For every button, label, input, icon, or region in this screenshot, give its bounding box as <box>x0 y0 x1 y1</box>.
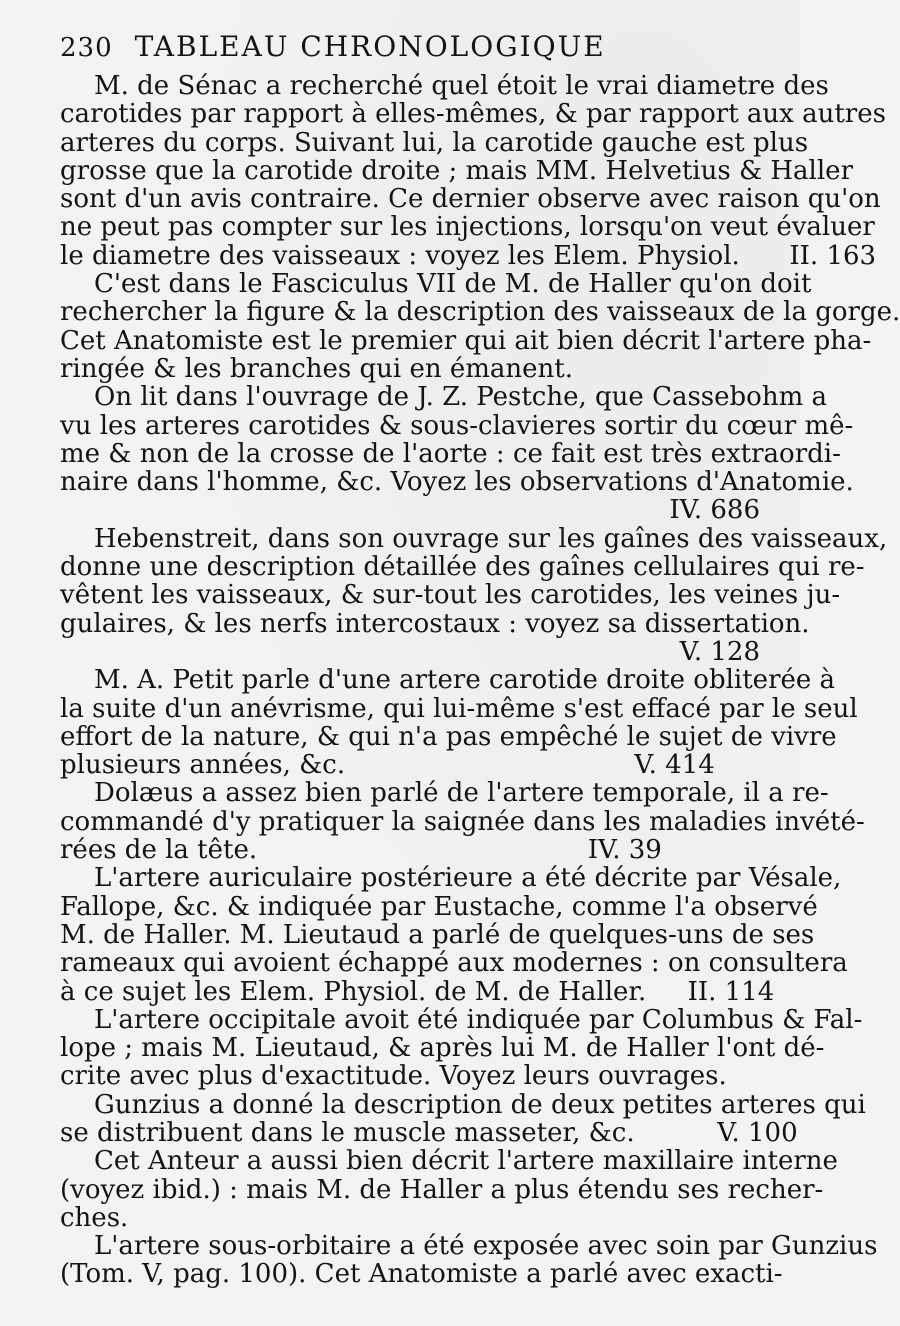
text-line: Fallope, &c. & indiquée par Eustache, comme l'a observé <box>60 891 818 922</box>
text-line: effort de la nature, & qui n'a pas empêché le sujet de vivre <box>60 721 837 752</box>
reference-citation: V. 128 <box>679 636 760 667</box>
text-line: vu les arteres carotides & sous-clavieres sortir du cœur mê- <box>60 410 854 441</box>
text-line: plusieurs années, &c. V. 414 <box>60 750 715 781</box>
body-text <box>60 71 900 1290</box>
text-line: se distribuent dans le muscle masseter, &c. V. 100 <box>60 1117 798 1148</box>
text-line: Cet Anteur a aussi bien décrit l'artere maxillaire interne <box>94 1146 838 1177</box>
text-line: naire dans l'homme, &c. Voyez les observations d'Anatomie. <box>60 467 854 498</box>
text-line: ne peut pas compter sur les injections, lorsqu'on veut évaluer <box>60 212 875 243</box>
text-line: vêtent les vaisseaux, & sur-tout les carotides, les veines ju- <box>60 580 841 611</box>
paragraph <box>60 863 848 1007</box>
text-line: rées de la tête. IV. 39 <box>60 835 662 866</box>
text-line: carotides par rapport à elles-mêmes, & par rapport aux autres <box>60 99 886 130</box>
paragraph <box>60 1231 878 1290</box>
text-line: M. A. Petit parle d'une artere carotide droite obliterée à <box>94 665 836 696</box>
text-line: On lit dans l'ouvrage de J. Z. Pestche, que Cassebohm a <box>94 382 828 413</box>
text-line: me & non de la crosse de l'aorte : ce fait est très extraordi- <box>60 438 841 469</box>
text-line: grosse que la carotide droite ; mais MM. Helvetius & Haller <box>60 155 853 186</box>
text-line: ches. <box>60 1202 129 1233</box>
text-line: (voyez ibid.) : mais M. de Haller a plus étendu ses recher- <box>60 1174 824 1205</box>
text-line: M. de Haller. M. Lieutaud a parlé de quelques-uns de ses <box>60 919 815 950</box>
text-line: Hebenstreit, dans son ouvrage sur les gaînes des vaisseaux, <box>94 523 888 554</box>
paragraph <box>60 1089 866 1148</box>
paragraph <box>60 1146 838 1233</box>
text-line: la suite d'un anévrisme, qui lui-même s'est effacé par le seul <box>60 693 858 724</box>
paragraph <box>60 778 865 866</box>
text-line: Gunzius a donné la description de deux petites arteres qui <box>94 1089 866 1120</box>
text-line: Dolæus a assez bien parlé de l'artere temporale, il a re- <box>94 778 829 809</box>
text-line: L'artere occipitale avoit été indiquée par Columbus & Fal- <box>94 1004 863 1035</box>
text-line: gulaires, & les nerfs intercostaux : voyez sa dissertation. <box>60 608 810 639</box>
paragraph <box>60 382 854 526</box>
text-line: commandé d'y pratiquer la saignée dans les maladies invété- <box>60 806 865 837</box>
reference-citation: IV. 686 <box>669 495 760 526</box>
page-header <box>60 30 764 70</box>
text-line: C'est dans le Fasciculus VII de M. de Haller qu'on doit <box>94 269 812 300</box>
text-line: rameaux qui avoient échappé aux modernes : on consultera <box>60 948 848 979</box>
page-number: 230 <box>60 33 113 63</box>
paragraph <box>60 269 900 384</box>
text-line: L'artere auriculaire postérieure a été décrite par Vésale, <box>94 863 842 894</box>
text-line: le diametre des vaisseaux : voyez les Elem. Physiol. II. 163 <box>60 240 877 271</box>
text-line: lope ; mais M. Lieutaud, & après lui M. de Haller l'ont dé- <box>60 1033 825 1064</box>
text-line: ringée & les branches qui en émanent. <box>60 353 574 384</box>
text-line: Cet Anatomiste est le premier qui ait bien décrit l'artere pha- <box>60 325 872 356</box>
text-line: crite avec plus d'exactitude. Voyez leurs ouvrages. <box>60 1061 727 1092</box>
text-line: M. de Sénac a recherché quel étoit le vrai diametre des <box>94 71 829 101</box>
paragraph <box>60 1004 863 1092</box>
paragraph <box>60 523 888 667</box>
text-line: (Tom. V, pag. 100). Cet Anatomiste a parlé avec exacti- <box>60 1259 783 1290</box>
running-title: TABLEAU CHRONOLOGIQUE <box>134 30 606 63</box>
text-line: rechercher la figure & la description des vaisseaux de la gorge. <box>60 297 900 328</box>
text-line: L'artere sous-orbitaire a été exposée avec soin par Gunzius <box>94 1231 878 1262</box>
text-line: à ce sujet les Elem. Physiol. de M. de Haller. II. 114 <box>60 976 775 1007</box>
paragraph <box>60 665 858 781</box>
text-line: sont d'un avis contraire. Ce dernier observe avec raison qu'on <box>60 184 881 215</box>
text-line: arteres du corps. Suivant lui, la carotide gauche est plus <box>60 127 809 158</box>
paragraph <box>60 71 886 271</box>
text-line: donne une description détaillée des gaînes cellulaires qui re- <box>60 552 865 583</box>
